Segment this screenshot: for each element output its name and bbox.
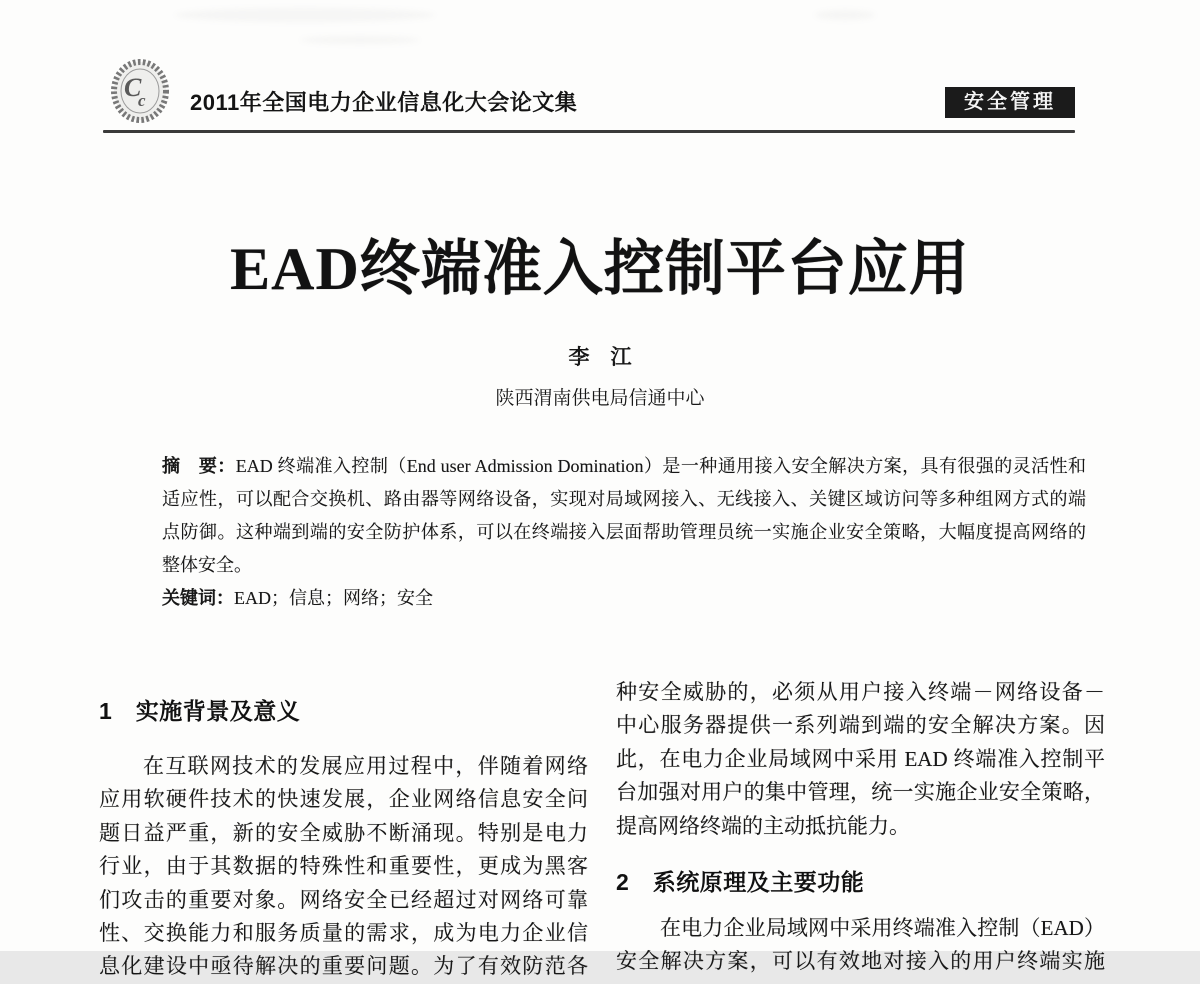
body-line: 应用软硬件技术的快速发展，企业网络信息安全问 — [99, 787, 588, 812]
clipped-line: 安全解决方案，可以有效地对接入的用户终端实施 — [616, 949, 1105, 974]
body-line: 种安全威胁的，必须从用户接入终端－网络设备－ — [616, 680, 1105, 704]
clipped-line: 息化建设中亟待解决的重要问题。为了有效防范各 — [99, 954, 588, 979]
scan-smudge — [175, 8, 435, 22]
body-line: 性、交换能力和服务质量的需求，成为电力企业信 — [99, 920, 588, 945]
svg-text:c: c — [138, 91, 146, 110]
section-2-heading: 2 系统原理及主要功能 — [616, 868, 865, 895]
abstract-label: 摘 要： — [162, 456, 236, 476]
body-line: 台加强对用户的集中管理，统一实施企业安全策略， — [616, 780, 1105, 805]
svg-text:C: C — [124, 73, 142, 102]
proceedings-title: 2011年全国电力企业信息化大会论文集 — [190, 90, 578, 115]
right-column — [616, 676, 1105, 974]
author-affiliation: 陕西渭南供电局信通中心 — [495, 388, 705, 409]
body-line: 在电力企业局域网中采用终端准入控制（EAD） — [660, 915, 1105, 940]
keywords-label: 关键词： — [162, 588, 234, 608]
body-line: 行业，由于其数据的特殊性和重要性，更成为黑客 — [99, 854, 588, 879]
author-name: 李 江 — [568, 346, 632, 369]
body-line: 在互联网技术的发展应用过程中，伴随着网络 — [143, 754, 588, 778]
abstract-block — [162, 450, 1086, 615]
abstract-line: 摘 要：EAD 终端准入控制（End user Admission Domination）是一种通用接入安全解决方案，具有很强的灵活性和 — [162, 456, 1087, 476]
keywords-line: 关键词：EAD；信息；网络；安全 — [162, 588, 433, 608]
body-line: 们攻击的重要对象。网络安全已经超过对网络可靠 — [99, 887, 588, 912]
scan-smudge — [300, 36, 420, 44]
left-column — [99, 690, 588, 979]
category-badge: 安全管理 — [945, 87, 1075, 118]
body-line: 题日益严重，新的安全威胁不断涌现。特别是电力 — [99, 820, 588, 845]
abstract-line: 整体安全。 — [162, 555, 252, 575]
header-divider — [103, 130, 1075, 133]
body-line: 此，在电力企业局域网中采用 EAD 终端准入控制平 — [616, 746, 1105, 771]
section-1-heading: 1 实施背景及意义 — [99, 698, 301, 724]
abstract-line: 点防御。这种端到端的安全防护体系，可以在终端接入层面帮助管理员统一实施企业安全策略，大幅度提高网络的 — [162, 522, 1086, 542]
paper-title: EAD终端准入控制平台应用 — [230, 236, 970, 302]
body-line: 中心服务器提供一系列端到端的安全解决方案。因 — [616, 713, 1105, 738]
scan-smudge — [815, 10, 875, 20]
abstract-line: 适应性，可以配合交换机、路由器等网络设备，实现对局域网接入、无线接入、关键区域访问等多种组网方式的端 — [162, 489, 1086, 509]
body-line: 提高网络终端的主动抵抗能力。 — [616, 813, 910, 838]
conference-seal-icon — [110, 58, 170, 124]
